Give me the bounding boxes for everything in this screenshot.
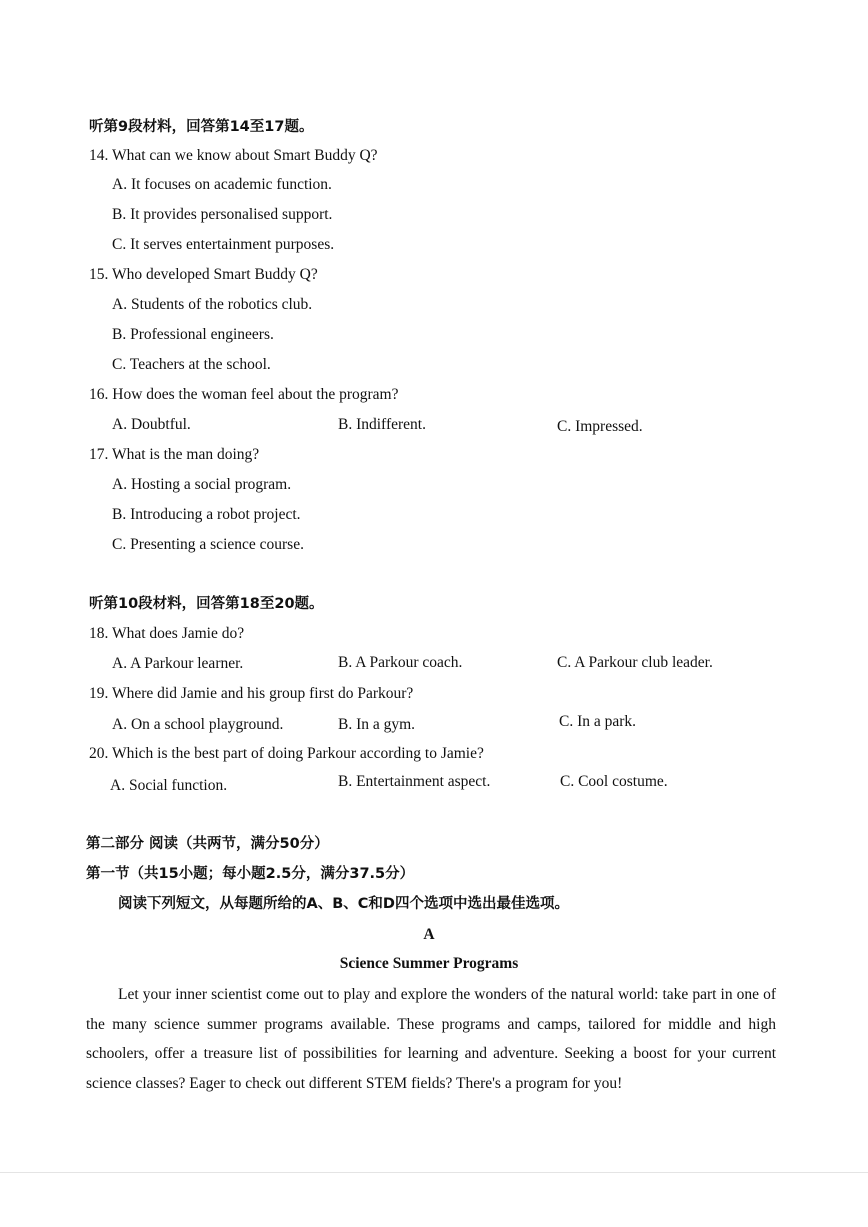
question-15-stem: 15. Who developed Smart Buddy Q? (89, 266, 318, 283)
part2-subsection: 第一节（共15小题；每小题2.5分，满分37.5分） (86, 866, 415, 882)
question-17-option-b: B. Introducing a robot project. (112, 506, 301, 523)
question-20-stem: 20. Which is the best part of doing Parkour according to Jamie? (89, 745, 484, 762)
question-20-option-c: C. Cool costume. (560, 773, 668, 790)
question-16-stem: 16. How does the woman feel about the program? (89, 386, 399, 403)
question-14-option-b: B. It provides personalised support. (112, 206, 333, 223)
question-19-option-a: A. On a school playground. (112, 716, 284, 733)
part2-instruction: 阅读下列短文，从每题所给的A、B、C和D四个选项中选出最佳选项。 (118, 896, 569, 912)
question-20-option-a: A. Social function. (110, 777, 228, 794)
question-16-option-c: C. Impressed. (557, 418, 643, 435)
question-20-option-b: B. Entertainment aspect. (338, 773, 491, 790)
question-18-option-c: C. A Parkour club leader. (557, 654, 713, 671)
question-14-option-a: A. It focuses on academic function. (112, 176, 332, 193)
question-15-option-b: B. Professional engineers. (112, 326, 274, 343)
question-17-option-c: C. Presenting a science course. (112, 536, 304, 553)
question-16-option-a: A. Doubtful. (112, 416, 191, 433)
passage-title: Science Summer Programs (339, 955, 519, 972)
question-15-option-c: C. Teachers at the school. (112, 356, 271, 373)
question-18-option-a: A. A Parkour learner. (112, 655, 244, 672)
question-18-stem: 18. What does Jamie do? (89, 625, 245, 642)
question-14-stem: 14. What can we know about Smart Buddy Q? (89, 147, 378, 164)
section10-instruction: 听第10段材料，回答第18至20题。 (89, 596, 324, 612)
question-16-option-b: B. Indifferent. (338, 416, 426, 433)
question-17-stem: 17. What is the man doing? (89, 446, 260, 463)
passage-letter: A (423, 926, 435, 943)
question-18-option-b: B. A Parkour coach. (338, 654, 463, 671)
page-bottom-divider (0, 1172, 868, 1173)
question-19-option-b: B. In a gym. (338, 716, 416, 733)
question-19-option-c: C. In a park. (559, 713, 637, 730)
question-15-option-a: A. Students of the robotics club. (112, 296, 313, 313)
question-19-stem: 19. Where did Jamie and his group first do Parkour? (89, 685, 414, 702)
section9-instruction: 听第9段材料，回答第14至17题。 (89, 119, 314, 135)
part2-title: 第二部分 阅读（共两节，满分50分） (86, 836, 329, 852)
question-17-option-a: A. Hosting a social program. (112, 476, 292, 493)
question-14-option-c: C. It serves entertainment purposes. (112, 236, 335, 253)
passage-paragraph: Let your inner scientist come out to play and explore the wonders of the natural world: take part in one of the many science summer programs available. These programs and camps, tailored for middle and high schoolers, offer a treasure list of possibilities for learning and adventure. Seeking a boost for your current science classes? Eager to check out different STEM fields? There's a program for you! (86, 986, 776, 1092)
